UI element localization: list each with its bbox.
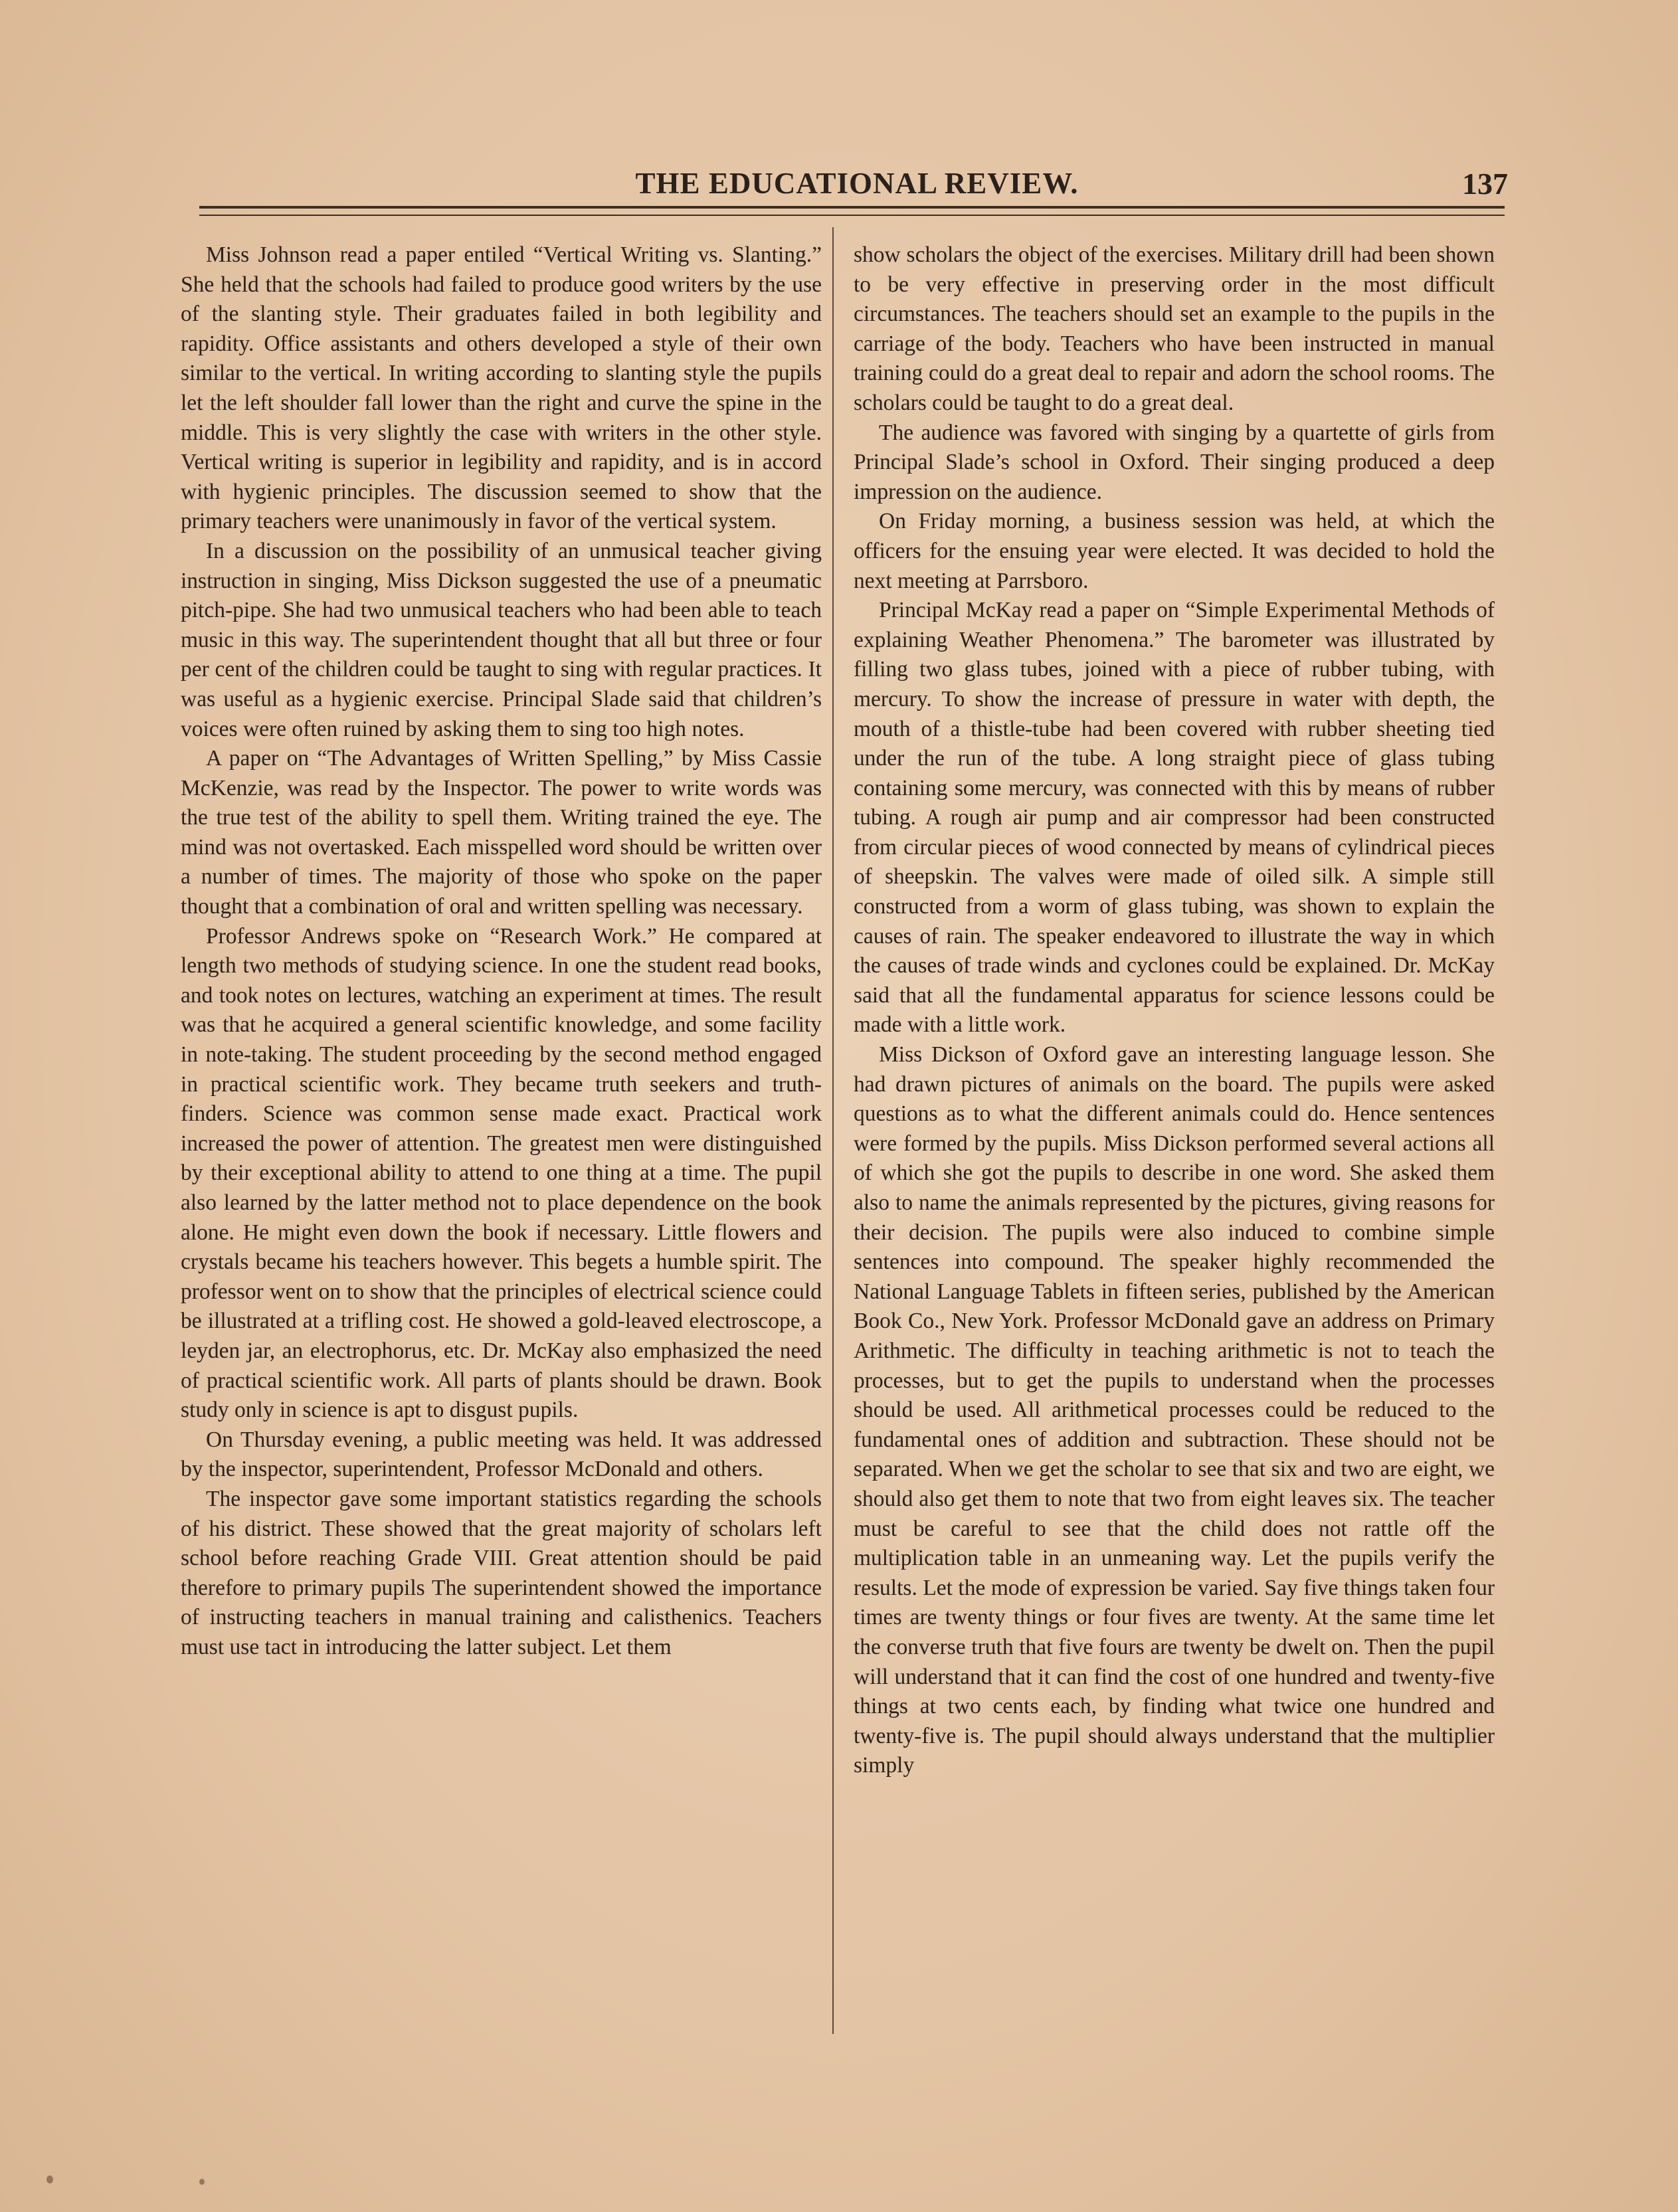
column-divider xyxy=(832,227,834,2034)
paragraph-music-teaching: In a discussion on the possibility of an unmusical teacher giving instruction in singing, Miss Dickson suggested the use of a pneumatic pitch-pipe. She had two unmusical teachers who had been able to teach music in this way. The superintendent thought that all but three or four per cent of the children could be taught to sing with regular practices. It was useful as a hygienic exercise. Principal Slade said that children’s voices were often ruined by asking them to sing too high notes. xyxy=(181,538,822,741)
running-title: THE EDUCATIONAL REVIEW. xyxy=(635,167,1079,200)
paragraph-inspector-statistics: The inspector gave some important statistics regarding the schools of his district. These showed that the great majority of scholars left school before reaching Grade VIII. Great attention should be paid therefore to primary pupils The superintendent showed the importance of instructing teachers in manual training and calisthenics. Teachers must use tact in introducing the latter subject. Let them xyxy=(181,1486,822,1659)
paragraph-research-work: Professor Andrews spoke on “Research Work.” He compared at length two methods of studying science. In one the student read books, and took notes on lectures, watching an experiment at times. The result was that he acquired a general scientific knowledge, and some facility in note-taking. The student proceeding by the second method engaged in practical scientific work. They became truth seekers and truth-finders. Science was common sense made exact. Practical work increased the power of attention. The greatest men were distinguished by their exceptional ability to attend to one thing at a time. The pupil also learned by the latter method not to place dependence on the book alone. He might even down the book if necessary. Little flowers and crystals became his teachers however. This begets a humble spirit. The professor went on to show that the principles of electrical science could be illustrated at a trifling cost. He showed a gold-leaved electroscope, a leyden jar, an electrophorus, etc. Dr. McKay also emphasized the need of practical scientific work. All parts of plants should be drawn. Book study only in science is apt to disgust pupils. xyxy=(181,923,822,1423)
paragraph-vertical-writing: Miss Johnson read a paper entiled “Vertical Writing vs. Slanting.” She held that the schools had failed to produce good writers by the use of the slanting style. Their graduates failed in both legibility and rapidity. Office assistants and others developed a style of their own similar to the vertical. In writing according to slanting style the pupils let the left shoulder fall lower than the right and curve the spine in the middle. This is very slightly the case with writers in the other style. Vertical writing is superior in legibility and rapidity, and is in accord with hygienic principles. The discussion seemed to show that the primary teachers were unanimously in favor of the vertical system. xyxy=(181,242,822,534)
ink-smudge xyxy=(199,2179,205,2185)
paragraph-public-meeting: On Thursday evening, a public meeting was held. It was addressed by the inspector, superintendent, Professor McDonald and others. xyxy=(181,1427,822,1482)
ink-smudge xyxy=(47,2175,53,2183)
header-rule-thin xyxy=(199,215,1505,216)
right-column xyxy=(854,240,1495,1781)
paragraph-business-session: On Friday morning, a business session was held, at which the officers for the ensuing year were elected. It was decided to hold the next meeting at Parrsboro. xyxy=(854,509,1495,593)
paragraph-quartette: The audience was favored with singing by a quartette of girls from Principal Slade’s school in Oxford. Their singing produced a deep impression on the audience. xyxy=(854,420,1495,504)
paragraph-weather-phenomena: Principal McKay read a paper on “Simple Experimental Methods of explaining Weather Phenomena.” The barometer was illustrated by filling two glass tubes, joined with a piece of rubber tubing, with mercury. To show the increase of pressure in water with depth, the mouth of a thistle-tube had been covered with rubber sheeting tied under the run of the tube. A long straight piece of glass tubing containing some mercury, was connected with this by means of rubber tubing. A rough air pump and air compressor had been constructed from circular pieces of wood connected by means of cylindrical pieces of sheepskin. The valves were made of oiled silk. A simple still constructed from a worm of glass tubing, was shown to explain the causes of rain. The speaker endeavored to illustrate the way in which the causes of trade winds and cyclones could be explained. Dr. McKay said that all the fundamental apparatus for science lessons could be made with a little work. xyxy=(854,598,1495,1038)
paragraph-written-spelling: A paper on “The Advantages of Written Spelling,” by Miss Cassie McKenzie, was read by the Inspector. The power to write words was the true test of the ability to spell them. Writing trained the eye. The mind was not overtasked. Each misspelled word should be written over a number of times. The majority of those who spoke on the paper thought that a combination of oral and written spelling was necessary. xyxy=(181,746,822,919)
paragraph-continued: show scholars the object of the exercises. Military drill had been shown to be very effective in preserving order in the most difficult circumstances. The teachers should set an example to the pupils in the carriage of the body. Teachers who have been instructed in manual training could do a great deal to repair and adorn the school rooms. The scholars could be taught to do a great deal. xyxy=(854,242,1495,415)
page-number: 137 xyxy=(1462,167,1508,201)
left-column xyxy=(181,240,822,1663)
header-rule xyxy=(199,206,1505,209)
paragraph-language-lesson: Miss Dickson of Oxford gave an interesting language lesson. She had drawn pictures of animals on the board. The pupils were asked questions as to what the different animals could do. Hence sentences were formed by the pupils. Miss Dickson performed several actions all of which she got the pupils to describe in one word. She asked them also to name the animals represented by the pictures, giving reasons for their decision. The pupils were also induced to combine simple sentences into compound. The speaker highly recommended the National Language Tablets in fifteen series, published by the American Book Co., New York. Professor McDonald gave an address on Primary Arithmetic. The difficulty in teaching arithmetic is not to teach the processes, but to get the pupils to understand when the processes should be used. All arithmetical processes could be reduced to the fundamental ones of addition and subtraction. These should not be separated. When we get the scholar to see that six and two are eight, we should also get them to note that two from eight leaves six. The teacher must be careful to see that the child does not rattle off the multiplication table in an unmeaning way. Let the pupils verify the results. Let the mode of expression be varied. Say five things taken four times are twenty things or four fives are twenty. At the same time let the converse truth that five fours are twenty be dwelt on. Then the pupil will understand that it can find the cost of one hundred and twenty-five things at two cents each, by finding what twice one hundred and twenty-five is. The pupil should always understand that the multiplier simply xyxy=(854,1042,1495,1778)
